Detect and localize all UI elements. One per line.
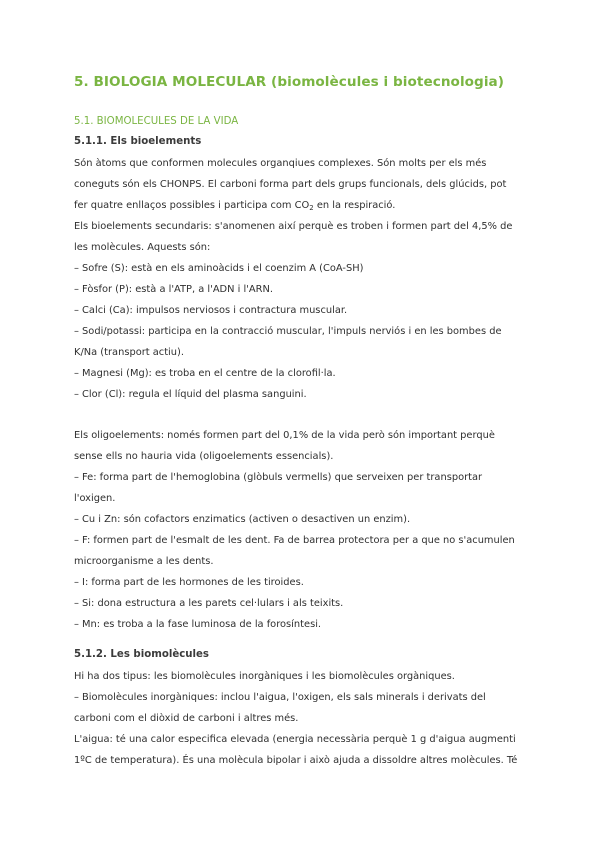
subsection-title-bioelements: 5.1.1. Els bioelements bbox=[74, 136, 202, 147]
list-item: – Sodi/potassi: participa en la contracció muscular, l'impuls nerviós i en les bombes de bbox=[74, 326, 502, 337]
list-item: l'oxigen. bbox=[74, 493, 116, 504]
list-item: microorganisme a les dents. bbox=[74, 556, 214, 567]
text-line: carboni com el diòxid de carboni i altres més. bbox=[74, 713, 299, 724]
text-line: Hi ha dos tipus: les biomolècules inorgàniques i les biomolècules orgàniques. bbox=[74, 671, 455, 682]
list-item: – F: formen part de l'esmalt de les dent. Fa de barrea protectora per a que no s'acumulen bbox=[74, 535, 515, 546]
text-line bbox=[74, 195, 528, 216]
list-item: – Mn: es troba a la fase luminosa de la forosíntesi. bbox=[74, 619, 322, 630]
spacer bbox=[74, 635, 528, 646]
subscript: 2 bbox=[309, 204, 314, 212]
list-item: – Biomolècules inorgàniques: inclou l'aigua, l'oxigen, els sals minerals i derivats del bbox=[74, 692, 486, 703]
text-line: L'aigua: té una calor especifica elevada (energia necessària perquè 1 g d'aigua augmenti bbox=[74, 734, 516, 745]
text-line: coneguts són els CHONPS. El carboni forma part dels grups funcionals, dels glúcids, pot bbox=[74, 179, 507, 190]
list-item: – Clor (Cl): regula el líquid del plasma sanguini. bbox=[74, 389, 307, 400]
paragraph-oligoelements bbox=[74, 425, 528, 635]
text-line: 1ºC de temperatura). És una molècula bipolar i això ajuda a dissoldre altres molècules. Té bbox=[74, 755, 518, 766]
chapter-title: 5. BIOLOGIA MOLECULAR (biomolècules i biotecnologia) bbox=[74, 74, 505, 90]
text-line: les molècules. Aquests són: bbox=[74, 242, 211, 253]
text-line: Els oligoelements: només formen part del 0,1% de la vida però són important perquè bbox=[74, 430, 495, 441]
list-item: – I: forma part de les hormones de les tiroides. bbox=[74, 577, 304, 588]
section-title: 5.1. BIOMOLECULES DE LA VIDA bbox=[74, 116, 239, 127]
text-line: sense ells no hauria vida (oligoelements essencials). bbox=[74, 451, 334, 462]
text-fragment: fer quatre enllaços possibles i participa com CO bbox=[74, 200, 310, 211]
text-line: Són àtoms que conformen molecules organqiues complexes. Són molts per els més bbox=[74, 158, 487, 169]
list-item: – Fe: forma part de l'hemoglobina (glòbuls vermells) que serveixen per transportar bbox=[74, 472, 483, 483]
list-item: – Si: dona estructura a les parets cel·lulars i als teixits. bbox=[74, 598, 344, 609]
list-item: – Sofre (S): està en els aminoàcids i el coenzim A (CoA-SH) bbox=[74, 263, 364, 274]
list-secondary-bioelements bbox=[74, 258, 528, 405]
list-item: – Fòsfor (P): està a l'ATP, a l'ADN i l'ARN. bbox=[74, 284, 274, 295]
list-item: – Cu i Zn: són cofactors enzimatics (activen o desactiven un enzim). bbox=[74, 514, 411, 525]
text-fragment: en la respiració. bbox=[313, 200, 396, 211]
list-item: K/Na (transport actiu). bbox=[74, 347, 184, 358]
document-content bbox=[74, 72, 528, 771]
list-item: – Magnesi (Mg): es troba en el centre de la clorofil·la. bbox=[74, 368, 336, 379]
list-item: – Calci (Ca): impulsos nerviosos i contractura muscular. bbox=[74, 305, 348, 316]
paragraph-bioelements-intro bbox=[74, 153, 528, 216]
paragraph-biomolecules bbox=[74, 666, 528, 771]
text-line: Els bioelements secundaris: s'anomenen així perquè es troben i formen part del 4,5% de bbox=[74, 221, 513, 232]
subsection-title-biomolecules: 5.1.2. Les biomolècules bbox=[74, 649, 209, 660]
spacer bbox=[74, 405, 528, 425]
paragraph-secondary-bioelements bbox=[74, 216, 528, 258]
